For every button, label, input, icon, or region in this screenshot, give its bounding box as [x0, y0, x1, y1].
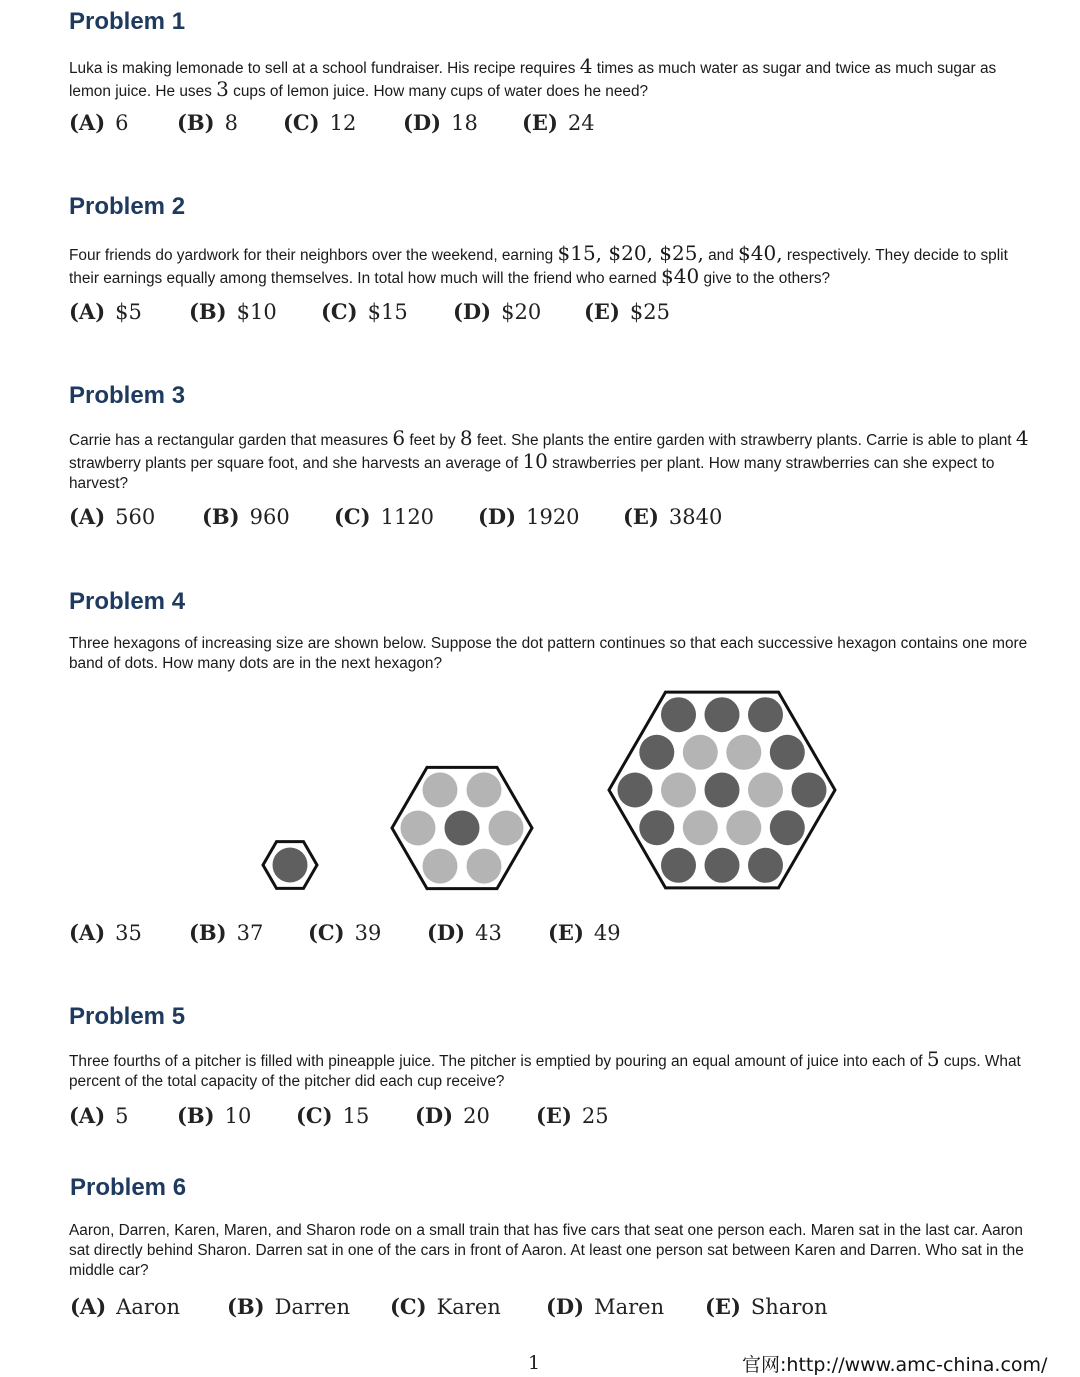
- choice-value: Darren: [274, 1295, 351, 1319]
- math-value: 10: [522, 449, 548, 473]
- choice-b[interactable]: [227, 1294, 350, 1319]
- math-value: 6: [392, 426, 406, 450]
- choice-b[interactable]: [177, 1103, 251, 1128]
- choice-value: 20: [463, 1104, 490, 1128]
- page-number: 1: [528, 1352, 541, 1374]
- choice-c[interactable]: [334, 504, 434, 529]
- math-value: 5: [926, 1047, 940, 1071]
- dot: [705, 848, 740, 883]
- dot: [445, 811, 480, 846]
- choice-value: 25: [581, 1104, 609, 1128]
- choice-d[interactable]: [546, 1294, 664, 1319]
- dot: [423, 772, 458, 807]
- choice-e[interactable]: [623, 504, 722, 529]
- dot: [683, 810, 718, 845]
- problem-title: Problem 2: [69, 193, 186, 220]
- text-segment: strawberry plants per square foot, and she harvests an average of: [69, 455, 523, 472]
- problem-title: Problem 1: [69, 8, 186, 35]
- dot: [489, 811, 524, 846]
- choice-label: (D): [453, 299, 492, 324]
- choice-value: 5: [115, 1104, 129, 1128]
- choice-label: (A): [70, 1294, 107, 1319]
- dot: [726, 735, 761, 770]
- choice-d[interactable]: [478, 504, 580, 529]
- choice-e[interactable]: [584, 299, 670, 324]
- choice-label: (C): [296, 1103, 333, 1128]
- problem-text: [69, 1221, 1029, 1281]
- dot: [639, 735, 674, 770]
- choice-label: (C): [334, 504, 371, 529]
- choice-value: 6: [115, 111, 129, 135]
- dot: [639, 810, 674, 845]
- choice-c[interactable]: [283, 110, 356, 135]
- choice-label: (B): [177, 1103, 215, 1128]
- choice-c[interactable]: [390, 1294, 501, 1319]
- choice-label: (A): [69, 110, 106, 135]
- choice-e[interactable]: [536, 1103, 609, 1128]
- choice-a[interactable]: [69, 110, 129, 135]
- dot: [467, 772, 502, 807]
- math-value: $15, $20, $25,: [557, 241, 704, 265]
- problem-title: Problem 5: [69, 1003, 186, 1030]
- choice-value: 43: [475, 921, 502, 945]
- text-segment: cups of lemon juice. How many cups of water does he need?: [228, 83, 649, 100]
- text-segment: feet by: [405, 432, 460, 449]
- choice-e[interactable]: [548, 920, 621, 945]
- choice-value: $20: [501, 300, 542, 324]
- dot: [792, 773, 827, 808]
- choice-a[interactable]: [69, 920, 142, 945]
- choice-label: (A): [69, 1103, 106, 1128]
- choice-value: $10: [236, 300, 277, 324]
- choice-value: 15: [342, 1104, 370, 1128]
- dot: [705, 697, 740, 732]
- choice-a[interactable]: [69, 1103, 129, 1128]
- choice-b[interactable]: [189, 299, 277, 324]
- math-value: 8: [459, 426, 473, 450]
- choice-value: Karen: [436, 1295, 501, 1319]
- math-value: 4: [579, 54, 593, 78]
- problem-text: [69, 56, 1029, 102]
- dot: [661, 848, 696, 883]
- dot: [661, 697, 696, 732]
- text-segment: Three fourths of a pitcher is filled with pineapple juice. The pitcher is emptied by pouring an equal amount of juice into each of: [69, 1053, 927, 1070]
- choice-b[interactable]: [202, 504, 290, 529]
- problem-title: Problem 6: [70, 1174, 187, 1201]
- problem-text: [69, 243, 1029, 289]
- text-segment: strawberries per plant. How many strawberries can she expect to harvest?: [69, 455, 995, 492]
- choice-label: (B): [189, 920, 227, 945]
- choice-value: $15: [367, 300, 408, 324]
- choice-c[interactable]: [296, 1103, 369, 1128]
- text-segment: Luka is making lemonade to sell at a school fundraiser. His recipe requires: [69, 60, 580, 77]
- choice-label: (D): [478, 504, 517, 529]
- text-segment: Four friends do yardwork for their neighbors over the weekend, earning: [69, 247, 558, 264]
- choice-label: (E): [522, 110, 558, 135]
- choice-b[interactable]: [177, 110, 238, 135]
- choice-label: (B): [177, 110, 215, 135]
- choice-label: (C): [390, 1294, 427, 1319]
- choice-label: (D): [427, 920, 466, 945]
- choice-label: (B): [202, 504, 240, 529]
- choice-value: 24: [567, 111, 595, 135]
- choice-label: (A): [69, 299, 106, 324]
- dot: [273, 848, 308, 883]
- choice-label: (D): [415, 1103, 454, 1128]
- choice-a[interactable]: [70, 1294, 180, 1319]
- choice-a[interactable]: [69, 504, 155, 529]
- math-value: 4: [1015, 426, 1029, 450]
- choice-value: 1920: [526, 505, 580, 529]
- choice-value: Maren: [594, 1295, 665, 1319]
- dot: [423, 849, 458, 884]
- dot: [726, 810, 761, 845]
- hexagon-1: [263, 842, 317, 889]
- choice-a[interactable]: [69, 299, 142, 324]
- choice-b[interactable]: [189, 920, 263, 945]
- text-segment: Aaron, Darren, Karen, Maren, and Sharon rode on a small train that has five cars that seat one person each. Maren sat in the last car. Aaron sat directly behind Sharon. Darren sat in one of the cars in front of Aaron. At least one person sat between Karen and Darren. Who sat in the middle car?: [69, 1222, 1024, 1279]
- choice-value: 18: [451, 111, 478, 135]
- text-segment: times as much water as sugar and twice as much sugar as lemon juice. He uses: [69, 60, 997, 100]
- choice-d[interactable]: [427, 920, 502, 945]
- hexagon-dot-figure: [0, 680, 1080, 895]
- text-segment: Three hexagons of increasing size are shown below. Suppose the dot pattern continues so that each successive hexagon contains one more band of dots. How many dots are in the next hexagon?: [69, 635, 1028, 672]
- choice-label: (E): [584, 299, 620, 324]
- website-footer: 官网:http://www.amc-china.com/: [742, 1354, 1048, 1376]
- math-value: 3: [216, 77, 229, 101]
- problem-title: Problem 3: [69, 382, 186, 409]
- dot: [748, 773, 783, 808]
- dot: [748, 848, 783, 883]
- choice-label: (A): [69, 920, 106, 945]
- problem-text: [69, 1049, 1029, 1092]
- choice-label: (D): [403, 110, 442, 135]
- choice-value: 10: [224, 1104, 252, 1128]
- choice-label: (E): [536, 1103, 572, 1128]
- choice-value: Aaron: [116, 1295, 181, 1319]
- choice-label: (D): [546, 1294, 585, 1319]
- choice-c[interactable]: [321, 299, 408, 324]
- choice-label: (C): [308, 920, 345, 945]
- dot: [401, 811, 436, 846]
- text-segment: give to the others?: [699, 270, 831, 287]
- math-value: $40: [661, 264, 700, 288]
- choice-value: 37: [236, 921, 264, 945]
- dot: [683, 735, 718, 770]
- hexagon-3: [609, 692, 835, 888]
- choice-value: 39: [354, 921, 382, 945]
- dot: [467, 849, 502, 884]
- choice-label: (B): [227, 1294, 265, 1319]
- dot: [770, 735, 805, 770]
- dot: [705, 773, 740, 808]
- choice-value: $25: [629, 300, 670, 324]
- text-segment: and: [703, 247, 739, 264]
- choice-e[interactable]: [522, 110, 595, 135]
- dot: [618, 773, 653, 808]
- dot: [770, 810, 805, 845]
- choice-d[interactable]: [453, 299, 541, 324]
- hexagon-2: [392, 767, 532, 888]
- choice-value: 960: [249, 505, 290, 529]
- choice-label: (E): [623, 504, 659, 529]
- choice-c[interactable]: [308, 920, 381, 945]
- choice-value: 35: [115, 921, 142, 945]
- text-segment: Carrie has a rectangular garden that measures: [69, 432, 393, 449]
- choice-value: 3840: [668, 505, 723, 529]
- choice-d[interactable]: [403, 110, 478, 135]
- choice-value: 560: [115, 505, 156, 529]
- problem-text: [69, 428, 1029, 494]
- choice-label: (E): [548, 920, 584, 945]
- problem-title: Problem 4: [69, 588, 186, 615]
- choice-value: 12: [329, 111, 357, 135]
- choice-label: (C): [283, 110, 320, 135]
- choice-value: 49: [593, 921, 621, 945]
- choice-value: Sharon: [750, 1295, 828, 1319]
- choice-label: (C): [321, 299, 358, 324]
- choice-label: (E): [705, 1294, 741, 1319]
- choice-value: 1120: [380, 505, 435, 529]
- text-segment: respectively. They decide to split their earnings equally among themselves. In total how much will the friend who earned: [69, 247, 1008, 287]
- dot: [661, 773, 696, 808]
- choice-label: (A): [69, 504, 106, 529]
- choice-d[interactable]: [415, 1103, 490, 1128]
- text-segment: cups. What percent of the total capacity of the pitcher did each cup receive?: [69, 1053, 1021, 1090]
- math-value: $40,: [738, 241, 783, 265]
- dot: [748, 697, 783, 732]
- choice-e[interactable]: [705, 1294, 828, 1319]
- choice-label: (B): [189, 299, 227, 324]
- choice-value: $5: [115, 300, 142, 324]
- problem-text: [69, 634, 1029, 674]
- text-segment: feet. She plants the entire garden with strawberry plants. Carrie is able to plant: [472, 432, 1016, 449]
- choice-value: 8: [224, 111, 238, 135]
